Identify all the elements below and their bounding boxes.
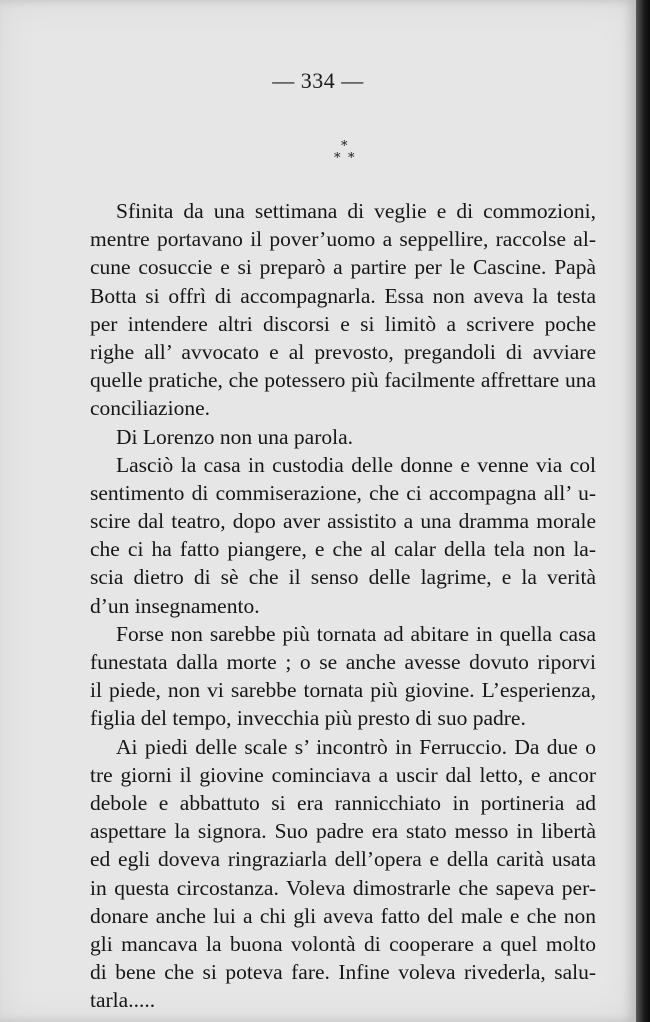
text-line: aspettare la signora. Suo padre era stato messo in libertà [90,819,596,844]
paragraph [90,733,596,1015]
text-line: Forse non sarebbe più tornata ad abitare in quella casa [116,621,596,646]
text-line: tarla..... [90,988,156,1013]
paragraph [90,620,596,733]
text-line: quelle pratiche, che potessero più facilmente affrettare una [90,368,596,393]
page-binding-edge [636,0,650,1022]
asterism-star: * [341,139,348,154]
asterism-star: * [334,151,341,166]
asterism-star: * [348,151,355,166]
paragraph [90,423,596,451]
text-line: in questa circostanza. Voleva dimostrarle che sapeva per- [90,875,596,900]
text-line: scia dietro di sè che il senso delle lagrime, e la verità [90,565,596,590]
text-line: per intendere altri discorsi e si limitò a scrivere poche [90,311,596,336]
text-line: Di Lorenzo non una parola. [116,424,354,449]
text-line: figlia del tempo, invecchia più presto di suo padre. [90,706,526,731]
text-line: conciliazione. [90,396,210,421]
text-line: Lasciò la casa in custodia delle donne e venne via col [116,452,596,477]
text-line: gli mancava la buona volontà di cooperare a quel molto [90,931,596,956]
asterism-divider [330,140,370,168]
text-line: tre giorni il giovine cominciava a uscir dal letto, e ancor [90,762,596,787]
text-line: scire dal teatro, dopo aver assistito a una dramma morale [90,509,596,534]
body-text [90,197,596,1014]
text-line: ed egli doveva ringraziarla dell’opera e della carità usata [90,847,596,872]
text-line: funestata dalla morte ; o se anche avesse dovuto riporvi [90,650,596,674]
text-line: mentre portavano il pover’uomo a seppellire, raccolse al- [90,227,596,252]
paragraph [90,197,596,423]
paragraph [90,451,596,620]
text-line: righe all’ avvocato e al prevosto, pregandoli di avviare [90,339,596,364]
text-line: di bene che si poteva fare. Infine voleva rivederla, salu- [90,960,596,985]
text-line: Botta si offrì di accompagnarla. Essa non aveva la testa [90,283,596,308]
text-line: Sfinita da una settimana di veglie e di commozioni, [116,199,596,223]
text-line: cune cosuccie e si preparò a partire per le Cascine. Papà [90,255,596,280]
page-number: — 334 — [272,68,364,93]
text-line: che ci ha fatto piangere, e che al calar della tela non la- [90,537,596,562]
text-line: il piede, non vi sarebbe tornata più giovine. L’esperienza, [90,678,596,703]
text-line: debole e abbattuto si era rannicchiato in portineria ad [90,790,596,815]
text-line: Ai piedi delle scale s’ incontrò in Ferruccio. Da due o [116,734,596,759]
text-line: sentimento di commiserazione, che ci accompagna all’ u- [90,480,596,505]
text-line: d’un insegnamento. [90,593,260,618]
text-line: donare anche lui a chi gli aveva fatto del male e che non [90,903,596,928]
